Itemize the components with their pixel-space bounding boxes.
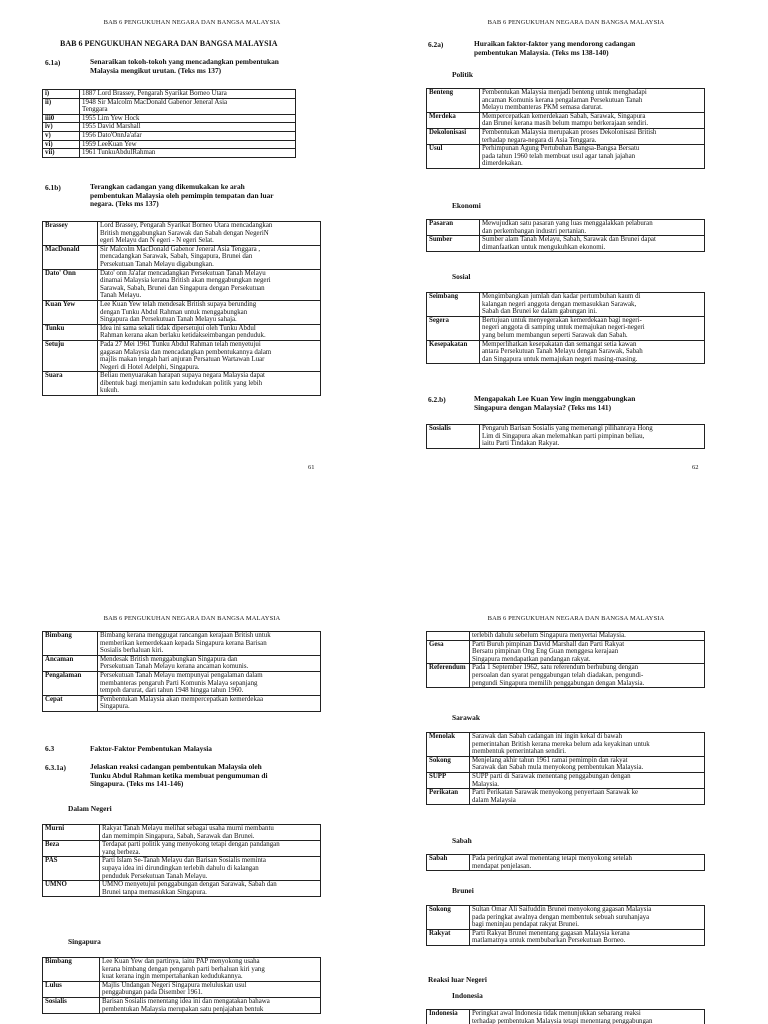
row-key: vi): [43, 140, 80, 149]
row-value: [100, 825, 321, 841]
row-value-line: kalangan negeri anggota dengan memasukkan Sarawak,: [482, 300, 637, 308]
table-row: [427, 293, 705, 317]
row-value: [80, 123, 296, 132]
row-value-line: memberikan kemerdekaan kepada Singapura kerana Barisan: [100, 639, 267, 647]
row-key: SUPP: [427, 772, 470, 788]
row-value-line: majlis makan tengah hari anjuran Persatuan Wartawan Luar: [100, 356, 265, 364]
row-key: Tunku: [43, 324, 98, 340]
table-row: [43, 245, 321, 269]
row-value-line: Singapura.: [100, 703, 130, 711]
table-row: [427, 128, 705, 144]
row-key: Sokong: [427, 906, 470, 930]
running-header: BAB 6 PENGUKUHAN NEGARA DAN BANGSA MALAYSIA: [103, 615, 281, 622]
row-value-line: negeri anggota di samping untuk memajukan negeri-negeri: [482, 324, 645, 332]
row-value: [470, 733, 705, 757]
row-value-line: pembentukan Malaysia merupakan satu penjajahan bentuk: [102, 1005, 264, 1013]
row-value-line: yang berbeza.: [102, 848, 141, 856]
table-row: [43, 997, 321, 1013]
question-number: 6.3.1a): [45, 763, 66, 772]
answer-table: [426, 424, 705, 449]
answer-table: [426, 631, 705, 688]
row-value-line: Memperlihatkan kesepakatan dan semangat setia kawan: [482, 340, 637, 348]
question-number: 6.2a): [428, 40, 444, 49]
row-value-line: Melayu membanteras PKM semasa darurat.: [482, 104, 603, 112]
question-text: Senaraikan tokoh-tokoh yang mencadangkan pembentukan Malaysia mengikut urutan. (Teks ms 137): [90, 57, 279, 75]
table-row: [427, 89, 705, 113]
question-number: 6.2.b): [428, 395, 446, 404]
row-value-line: penduduk Persekutuan Tanah Melayu.: [102, 872, 208, 880]
row-value-line: pemerintahan British kerana mereka belum ada keyakinan untuk: [472, 740, 650, 748]
row-value: [480, 89, 705, 113]
row-value-line: 1955 David Marshall: [82, 123, 141, 131]
row-value-line: tempoh darurat, dari tahun 1948 hingga tahun 1960.: [100, 687, 244, 695]
row-value-line: dimerdekakan.: [482, 160, 523, 168]
row-key: iii0: [43, 114, 80, 123]
row-key: Sosialis: [43, 997, 100, 1013]
answer-table: [426, 219, 705, 252]
row-value-line: Mewujudkan satu pasaran yang luas menggalakkan pelaburan: [482, 220, 653, 227]
answer-table: [42, 957, 321, 1014]
row-value: [80, 98, 296, 114]
table-row: [427, 929, 705, 945]
row-value-line: Singapura dan Persekutuan Tanah Melayu sahaja.: [100, 316, 237, 324]
row-value-line: Sabah dan Brunei ke dalam gabungan ini.: [482, 308, 598, 316]
table-row: [43, 655, 321, 671]
question-text: Huraikan faktor-faktor yang mendorong cadangan pembentukan Malaysia. (Teks ms 138-140): [474, 39, 636, 57]
row-value: [480, 425, 705, 449]
answer-table: [426, 854, 705, 871]
row-value: [98, 340, 321, 371]
table-row: [427, 316, 705, 340]
row-value-line: Tanah Melayu.: [100, 292, 142, 300]
page-61: [0, 0, 384, 512]
row-key: Pengalaman: [43, 671, 98, 695]
section-label: Sarawak: [452, 713, 480, 722]
row-key: Menolak: [427, 733, 470, 757]
answer-table: [42, 221, 321, 396]
row-key: Sokong: [427, 756, 470, 772]
question-text: Terangkan cadangan yang dikemukakan ke arah pembentukan Malaysia oleh pemimpin tempatan dan luar negara. (Teks ms 137): [90, 182, 274, 209]
row-key: Lulus: [43, 981, 100, 997]
answer-table: [426, 1009, 705, 1024]
row-key: MacDonald: [43, 245, 98, 269]
row-value-line: UMNO menyetujui penggabungan dengan Sarawak, Sabah dan: [102, 881, 277, 889]
row-value-line: Bertujuan untuk menyegerakan kemerdekaan bagi negeri-: [482, 316, 642, 324]
row-value-line: 1887 Lord Brassey, Pengarah Syarikat Borneo Utara: [82, 90, 227, 97]
answer-table: [42, 631, 321, 712]
row-key: Murni: [43, 825, 100, 841]
section-label: Politik: [452, 70, 473, 79]
row-value-line: supaya idea ini dirundingkan terlebih dahulu di kalangan: [102, 864, 259, 872]
table-row: [43, 825, 321, 841]
row-value-line: mendapat penjelasan.: [472, 862, 532, 870]
row-value-line: Rahman kerana akan berlaku ketidakseimbangan penduduk.: [100, 332, 266, 340]
row-value: [470, 632, 705, 641]
row-key: Referendum: [427, 664, 470, 688]
row-key: Suara: [43, 372, 98, 396]
page-64: [384, 512, 768, 1024]
row-value-line: kukuh.: [100, 387, 119, 395]
row-value-line: British menggabungkan Sarawak dan Sabah dengan NegeriN: [100, 229, 269, 237]
row-value: [100, 881, 321, 897]
row-value: [80, 90, 296, 99]
row-key: Beza: [43, 841, 100, 857]
answer-table: [426, 905, 705, 946]
row-value: [100, 841, 321, 857]
row-value: [100, 981, 321, 997]
row-key: Sumber: [427, 236, 480, 252]
row-value-line: 1961 TunkuAbdulRahman: [82, 149, 156, 157]
table-row: [427, 789, 705, 805]
table-row: [43, 881, 321, 897]
row-key: Rakyat: [427, 929, 470, 945]
row-value: [100, 997, 321, 1013]
row-value-line: Persekutuan Tanah Melayu digabungkan.: [100, 260, 214, 268]
table-row: [43, 123, 296, 132]
row-value: [100, 958, 321, 982]
row-value-line: Sarawak dan Sabah cadangan ini ingin kekal di bawah: [472, 733, 623, 740]
row-value-line: Malaysia.: [472, 780, 499, 788]
row-value: [80, 131, 296, 140]
row-value: [480, 220, 705, 236]
table-row: [43, 857, 321, 881]
row-value-line: gagasan Malaysia dan mencadangkan pembentukannya dalam: [100, 348, 272, 356]
question-number: 6.1a): [45, 58, 61, 67]
row-key: Usul: [427, 145, 480, 169]
section-label: Reaksi luar Negeri: [428, 975, 487, 984]
row-value-line: dan Singapura untuk memajukan negeri masing-masing.: [482, 355, 638, 363]
row-value-line: Persekutuan Tanah Melayu kerana ancaman komunis.: [100, 663, 249, 671]
row-value-line: Pembentukan Malaysia merupakan proses Dekolonisasi British: [482, 128, 657, 136]
row-value-line: Pada peringkat awal menentang tetapi menyokong setelah: [472, 855, 632, 862]
row-value-line: dimanfaatkan untuk mengukuhkan ekonomi.: [482, 243, 606, 251]
row-value: [98, 300, 321, 324]
row-value: [480, 128, 705, 144]
row-value: [480, 236, 705, 252]
table-row: [427, 632, 705, 641]
row-key: Pasaran: [427, 220, 480, 236]
row-value-line: dan memimpin Singapura, Sabah, Sarawak dan Brunei.: [102, 832, 255, 840]
row-value: [98, 245, 321, 269]
section-number: 6.3: [45, 744, 55, 753]
table-row: [427, 733, 705, 757]
row-value-line: dibentuk bagi menjamin satu kedudukan politik yang lebih: [100, 379, 263, 387]
question-text: Mengapakah Lee Kuan Yew ingin menggabungkan Singapura dengan Malaysia? (Teks ms 141): [474, 394, 636, 412]
row-key: i): [43, 90, 80, 99]
row-key: v): [43, 131, 80, 140]
table-row: [427, 1010, 705, 1024]
row-value-line: Peringkat awal Indonesia tidak menunjukkan sebarang reaksi: [472, 1010, 641, 1017]
row-value-line: Negeri di Hotel Adelphi, Singapura.: [100, 363, 200, 371]
row-key: Brassey: [43, 222, 98, 246]
row-value: [98, 222, 321, 246]
row-key: Bimbang: [43, 632, 98, 656]
table-row: [43, 372, 321, 396]
row-key: Dato' Onn: [43, 269, 98, 300]
table-row: [43, 149, 296, 158]
table-row: [427, 664, 705, 688]
row-key: Bimbang: [43, 958, 100, 982]
row-value: [98, 695, 321, 711]
row-value: [80, 114, 296, 123]
row-key: Ancaman: [43, 655, 98, 671]
row-value: [470, 756, 705, 772]
table-row: [43, 671, 321, 695]
row-key: Sosialis: [427, 425, 480, 449]
row-value: [98, 632, 321, 656]
table-row: [43, 841, 321, 857]
row-value-line: Pembentukan Malaysia akan mempercepatkan kemerdekaa: [100, 695, 264, 703]
table-row: [427, 112, 705, 128]
row-key: vii): [43, 149, 80, 158]
row-value: [98, 655, 321, 671]
row-value: [470, 789, 705, 805]
row-value-line: terhadap negara-negara di Asia Tenggara.: [482, 136, 597, 144]
row-value-line: 1948 Sir Malcolm MacDonald Gabenor Jeneral Asia: [82, 98, 228, 106]
row-value-line: dalam Malaysia: [472, 796, 516, 804]
row-value-line: terlebih dahulu sebelum Singapura menyertai Malaysia.: [472, 632, 626, 639]
row-value: [470, 929, 705, 945]
row-key: PAS: [43, 857, 100, 881]
row-value: [470, 1010, 705, 1024]
row-value-line: persoalan dan syarat penggabungan telah diadakan, pengundi-: [472, 671, 644, 679]
row-value-line: membanteras pengaruh Parti Komunis Malaya sepanjang: [100, 679, 258, 687]
row-key: Segera: [427, 316, 480, 340]
row-value: [80, 140, 296, 149]
table-row: [427, 640, 705, 664]
row-value-line: Parti Islam Se-Tanah Melayu dan Barisan Sosialis meminta: [102, 857, 266, 865]
answer-table: [42, 824, 321, 897]
answer-table: [426, 732, 705, 805]
table-row: [43, 324, 321, 340]
row-value: [98, 671, 321, 695]
table-row: [43, 958, 321, 982]
row-value-line: Bimbang kerana menggugat rancangan kerajaan British untuk: [100, 632, 271, 639]
table-row: [427, 220, 705, 236]
row-key: Sabah: [427, 855, 470, 871]
row-value-line: pada peringkat awalnya dengan membentuk sebuah suruhanjaya: [472, 913, 650, 921]
row-key: Cepat: [43, 695, 98, 711]
row-value-line: Idea ini sama sekali tidak dipersetujui oleh Tunku Abdul: [100, 324, 256, 332]
row-value-line: Rakyat Tanah Melayu melihat sebagai usaha murni membantu: [102, 825, 274, 832]
row-key: Kesepakatan: [427, 340, 480, 364]
table-row: [427, 855, 705, 871]
row-value-line: egeri Melayu dan N egeri - N egeri Selat.: [100, 237, 214, 245]
row-value-line: matlamatnya untuk membubarkan Persekutuan Borneo.: [472, 937, 626, 945]
row-value-line: Lim di Singapura akan melemahkan parti pimpinan beliau,: [482, 432, 645, 440]
row-value: [480, 316, 705, 340]
section-label: Ekonomi: [452, 201, 481, 210]
row-value-line: Pengaruh Barisan Sosialis yang memenangi pilihanraya Hong: [482, 425, 653, 432]
row-value-line: iaitu Parti Tindakan Rakyat.: [482, 440, 560, 448]
row-value-line: Sosialis berhaluan kiri.: [100, 647, 164, 655]
table-row: [427, 756, 705, 772]
row-value: [100, 857, 321, 881]
row-value-line: antara Persekutuan Tanah Melayu dengan Sarawak, Sabah: [482, 348, 643, 356]
table-row: [43, 131, 296, 140]
page-62: [384, 0, 768, 512]
section-label: Sosial: [452, 272, 471, 281]
section-title: Faktor-Faktor Pembentukan Malaysia: [90, 744, 212, 753]
answer-table: [426, 88, 705, 169]
row-key: Gesa: [427, 640, 470, 664]
table-row: [43, 269, 321, 300]
row-value: [470, 640, 705, 664]
row-value-line: 1955 Lim Yew Hock: [82, 114, 140, 122]
row-key: Benteng: [427, 89, 480, 113]
page-63: [0, 512, 384, 1024]
row-key: ii): [43, 98, 80, 114]
table-row: [427, 145, 705, 169]
row-key: [427, 632, 470, 641]
row-value-line: dan Brunei kerana masih belum mampu berkerajaan sendiri.: [482, 120, 649, 128]
table-row: [427, 772, 705, 788]
row-key: Merdeka: [427, 112, 480, 128]
row-value-line: Singapura mendapatkan pandangan rakyat.: [472, 655, 591, 663]
row-key: iv): [43, 123, 80, 132]
table-row: [43, 114, 296, 123]
chapter-title: BAB 6 PENGUKUHAN NEGARA DAN BANGSA MALAYSIA: [60, 39, 278, 48]
running-header: BAB 6 PENGUKUHAN NEGARA DAN BANGSA MALAYSIA: [487, 615, 665, 622]
table-row: [43, 981, 321, 997]
row-value-line: Sarawak dan Sabah mula menyokong pembentukan Malaysia.: [472, 764, 644, 772]
page-number: 61: [308, 464, 315, 471]
row-value-line: Mendesak British menggabungkan Singapura dan: [100, 655, 238, 663]
row-value-line: Persekutuan Tanah Melayu mempunyai pengalaman dalam: [100, 671, 263, 679]
section-label: Dalam Negeri: [68, 804, 112, 813]
row-value: [98, 372, 321, 396]
row-key: Indonesia: [427, 1010, 470, 1024]
row-value: [98, 324, 321, 340]
row-value-line: Mempercepatkan kemerdekaan Sabah, Sarawak, Singapura: [482, 112, 646, 120]
row-key: Seimbang: [427, 293, 480, 317]
row-value-line: Pada 27 Mei 1961 Tunku Abdul Rahman telah menyetujui: [100, 340, 261, 348]
row-value-line: 1956 Dato'OnnJa'afar: [82, 131, 142, 139]
row-value-line: Terdapat parti politik yang menyokong tetapi dengan pandangan: [102, 841, 280, 849]
row-value: [80, 149, 296, 158]
table-row: [43, 98, 296, 114]
section-label: Indonesia: [452, 991, 483, 1000]
row-value-line: Sumber alam Tanah Melayu, Sabah, Sarawak dan Brunei dapat: [482, 236, 656, 244]
table-row: [43, 632, 321, 656]
row-value-line: terhadap pembentukan Malaysia tetapi menentang penggabungan: [472, 1017, 653, 1024]
row-value-line: Sarawak, Sabah, Brunei dan Singapura dengan Persekutuan: [100, 284, 265, 292]
row-value: [470, 906, 705, 930]
table-row: [43, 340, 321, 371]
row-value-line: Pembentukan Malaysia menjadi benteng untuk menghadapi: [482, 89, 647, 96]
row-value-line: Sir Malcolm MacDonald Gabenor Jeneral Asia Tenggara ,: [100, 245, 261, 253]
table-row: [43, 695, 321, 711]
row-value-line: Parti Rakyat Brunei menentang gagasan Malaysia kerana: [472, 929, 630, 937]
row-key: UMNO: [43, 881, 100, 897]
row-value: [470, 772, 705, 788]
row-key: Perikatan: [427, 789, 470, 805]
row-value-line: dengan Tunku Abdul Rahman untuk menggabungkan: [100, 308, 248, 316]
row-value-line: mencadangkan Sarawak, Sabah, Singapura, Brunei dan: [100, 253, 253, 261]
table-row: [427, 425, 705, 449]
row-value: [480, 112, 705, 128]
row-value: [480, 340, 705, 364]
row-value-line: Pada 1 September 1962, satu referendum berhubung dengan: [472, 664, 639, 672]
row-value-line: membentuk pemerintahan sendiri.: [472, 748, 566, 756]
row-key: Dekolonisasi: [427, 128, 480, 144]
list-table: [42, 89, 296, 158]
table-row: [43, 90, 296, 99]
row-value-line: SUPP parti di Sarawak menentang penggabungan dengan: [472, 772, 631, 780]
table-row: [43, 300, 321, 324]
row-key: Kuan Yew: [43, 300, 98, 324]
running-header: BAB 6 PENGUKUHAN NEGARA DAN BANGSA MALAYSIA: [103, 19, 281, 26]
row-value-line: Menjelang akhir tahun 1961 ramai pemimpin dan rakyat: [472, 756, 628, 764]
row-value-line: Sultan Omar Ali Saifuddin Brunei menyokong gagasan Malaysia: [472, 906, 652, 913]
row-key: Setuju: [43, 340, 98, 371]
row-value-line: 1959 LeeKuan Yew: [82, 140, 137, 148]
row-value-line: bagi meninjau pendapat rakyat Brunei.: [472, 921, 579, 929]
row-value-line: penggabungan pada Disember 1961.: [102, 989, 203, 997]
row-value-line: Brunei tanpa memasukkan Singapura.: [102, 888, 207, 896]
row-value-line: Lee Kuan Yew telah mendesak British supaya berunding: [100, 300, 257, 308]
row-value-line: Barisan Sosialis menentang idea ini dan mengatakan bahawa: [102, 997, 270, 1005]
row-value-line: kuat kerana ingin mempertahankan kedudukannya.: [102, 973, 243, 981]
row-value: [98, 269, 321, 300]
row-value-line: Dato' onn Ja'afar mencadangkan Persekutuan Tanah Melayu: [100, 269, 266, 277]
table-row: [427, 340, 705, 364]
row-value-line: Beliau menyuarakan harapan supaya negara Malaysia dapat: [100, 372, 265, 380]
section-label: Brunei: [452, 886, 474, 895]
row-value-line: Majlis Undangan Negeri Singapura meluluskan usul: [102, 981, 247, 989]
question-number: 6.1b): [45, 183, 61, 192]
table-row: [427, 906, 705, 930]
row-value-line: ancaman Komunis kerana pengalaman Persekutuan Tanah: [482, 96, 643, 104]
row-value-line: Lord Brassey, Pengarah Syarikat Borneo Utara mencadangkan: [100, 222, 273, 229]
row-value: [480, 293, 705, 317]
row-value-line: Perhimpunan Agung Pertubuhan Bangsa-Bangsa Bersatu: [482, 145, 640, 153]
section-label: Sabah: [452, 836, 472, 845]
row-value-line: Bersatu pimpinan Ong Eng Guan menggesa kerajaan: [472, 648, 619, 656]
question-text: Jelaskan reaksi cadangan pembentukan Malaysia oleh Tunku Abdul Rahman ketika membuat pengumuman di Singapura. (Teks ms 141-146): [90, 762, 268, 789]
table-row: [43, 140, 296, 149]
row-value-line: Mengimbangkan jumlah dan kadar pertumbuhan kaum di: [482, 293, 641, 300]
row-value-line: Tenggara: [82, 106, 108, 114]
row-value: [480, 145, 705, 169]
row-value: [470, 855, 705, 871]
row-value-line: pengundi Singapura memilih penggabungan dengan Malaysia.: [472, 679, 645, 687]
row-value-line: Parti Perikatan Sarawak menyokong penyertaan Sarawak ke: [472, 789, 639, 797]
page-number: 62: [692, 464, 699, 471]
row-value-line: dan perkembangan industri pertanian.: [482, 227, 587, 235]
row-value-line: dinamai Malaysia kerana British akan menggabungkan negeri: [100, 277, 271, 285]
row-value-line: Parti Buruh pimpinan David Marshall dan Parti Rakyat: [472, 640, 625, 648]
running-header: BAB 6 PENGUKUHAN NEGARA DAN BANGSA MALAYSIA: [487, 19, 665, 26]
section-label: Singapura: [68, 937, 101, 946]
row-value-line: kerana bimbang dengan pengaruh parti berhaluan kiri yang: [102, 965, 265, 973]
row-value: [470, 664, 705, 688]
table-row: [43, 222, 321, 246]
row-value-line: Lee Kuan Yew dan partinya, iaitu PAP menyokong usaha: [102, 958, 260, 965]
answer-table: [426, 292, 705, 364]
row-value-line: yang belum membangun seperti Sarawak dan Sabah.: [482, 331, 628, 339]
row-value-line: pada tahun 1960 telah membuat usul agar tanah jajahan: [482, 152, 636, 160]
table-row: [427, 236, 705, 252]
